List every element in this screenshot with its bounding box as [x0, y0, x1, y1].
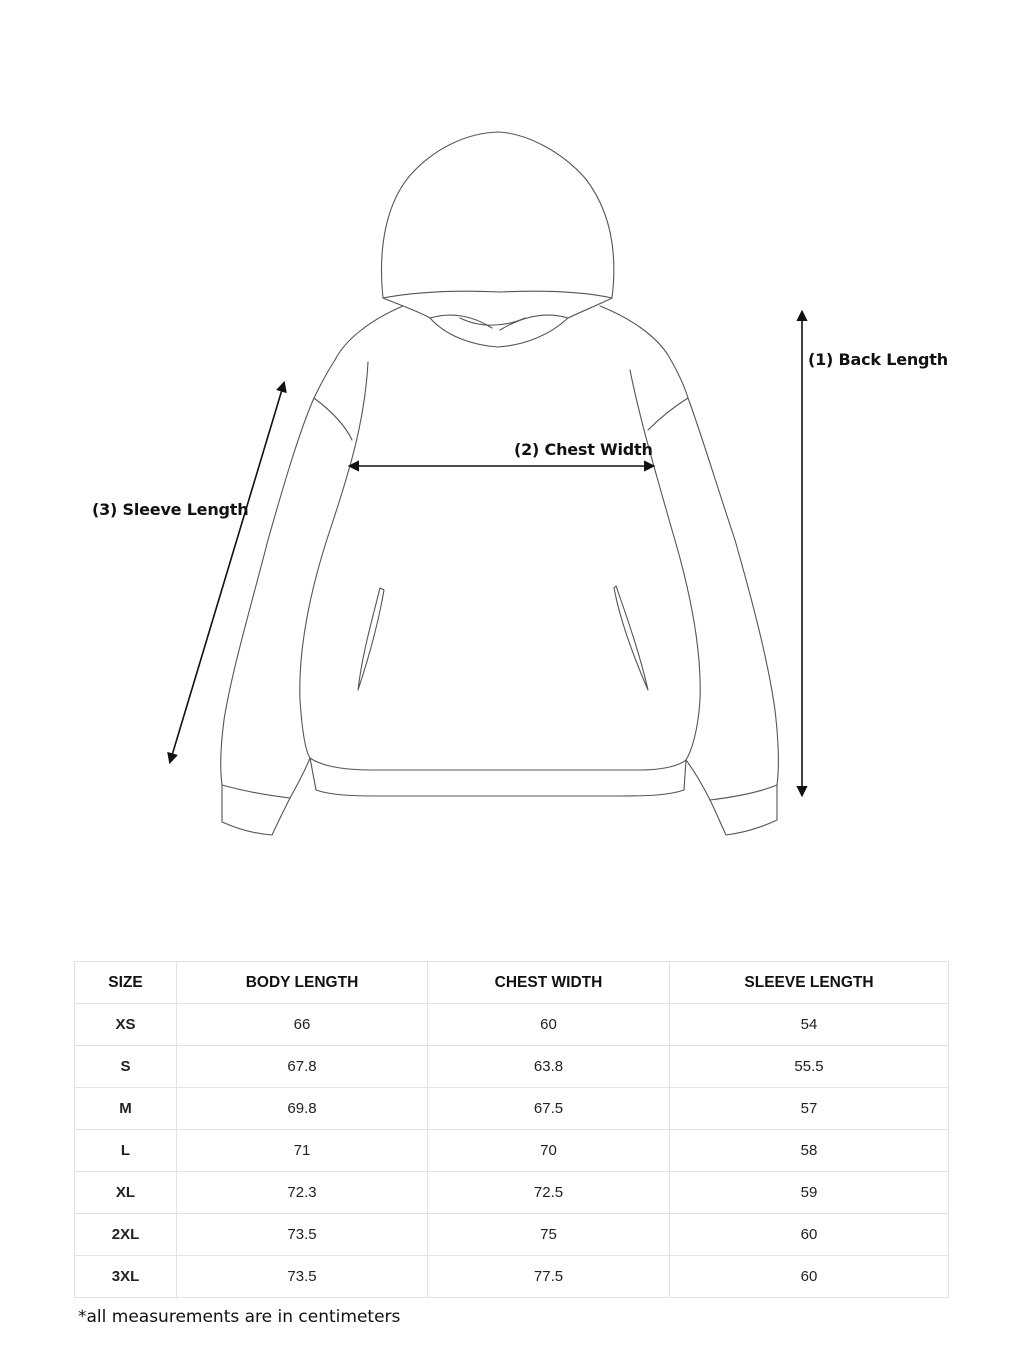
table-row — [75, 1004, 949, 1046]
neck-opening — [383, 298, 612, 347]
table-row — [75, 1046, 949, 1088]
sleeve-length-cell: 58 — [670, 1130, 949, 1172]
chest-width-cell: 72.5 — [428, 1172, 670, 1214]
size-cell: XL — [75, 1172, 177, 1214]
chest-width-cell: 67.5 — [428, 1088, 670, 1130]
right-cuff — [710, 785, 777, 835]
sleeve-length-cell: 60 — [670, 1256, 949, 1298]
back-length-label: (1) Back Length — [808, 350, 948, 369]
chest-width-cell: 77.5 — [428, 1256, 670, 1298]
body-left-side — [300, 362, 368, 758]
body-length-cell: 71 — [177, 1130, 428, 1172]
chest-width-cell: 75 — [428, 1214, 670, 1256]
body-length-cell: 73.5 — [177, 1256, 428, 1298]
table-row — [75, 1172, 949, 1214]
size-cell: 2XL — [75, 1214, 177, 1256]
left-pocket — [358, 588, 384, 690]
chest-width-label: (2) Chest Width — [514, 440, 653, 459]
chest-width-cell: 63.8 — [428, 1046, 670, 1088]
sleeve-length-cell: 55.5 — [670, 1046, 949, 1088]
sleeve-length-cell: 60 — [670, 1214, 949, 1256]
size-cell: S — [75, 1046, 177, 1088]
sleeve-length-cell: 57 — [670, 1088, 949, 1130]
body-length-cell: 72.3 — [177, 1172, 428, 1214]
size-cell: 3XL — [75, 1256, 177, 1298]
chest-width-cell: 60 — [428, 1004, 670, 1046]
right-pocket — [614, 586, 648, 690]
body-length-cell: 67.8 — [177, 1046, 428, 1088]
table-row — [75, 1130, 949, 1172]
body-length-cell: 66 — [177, 1004, 428, 1046]
hood — [382, 132, 614, 298]
size-cell: L — [75, 1130, 177, 1172]
header-chest-width: CHEST WIDTH — [428, 962, 670, 1004]
left-sleeve — [221, 398, 352, 798]
size-cell: XS — [75, 1004, 177, 1046]
table-row — [75, 1256, 949, 1298]
body-length-cell: 73.5 — [177, 1214, 428, 1256]
sleeve-length-label: (3) Sleeve Length — [92, 500, 249, 519]
sleeve-length-cell: 59 — [670, 1172, 949, 1214]
size-chart-table — [74, 961, 949, 1298]
body-right-side — [630, 370, 700, 760]
header-body-length: BODY LENGTH — [177, 962, 428, 1004]
hem-band — [310, 758, 686, 796]
sleeve-length-cell: 54 — [670, 1004, 949, 1046]
table-row — [75, 1214, 949, 1256]
measurement-note: *all measurements are in centimeters — [78, 1307, 401, 1327]
right-sleeve — [648, 398, 778, 800]
table-header-row — [75, 962, 949, 1004]
body-length-cell: 69.8 — [177, 1088, 428, 1130]
size-cell: M — [75, 1088, 177, 1130]
header-sleeve-length: SLEEVE LENGTH — [670, 962, 949, 1004]
header-size: SIZE — [75, 962, 177, 1004]
table-row — [75, 1088, 949, 1130]
chest-width-cell: 70 — [428, 1130, 670, 1172]
right-shoulder — [600, 306, 688, 398]
left-shoulder — [314, 306, 403, 398]
